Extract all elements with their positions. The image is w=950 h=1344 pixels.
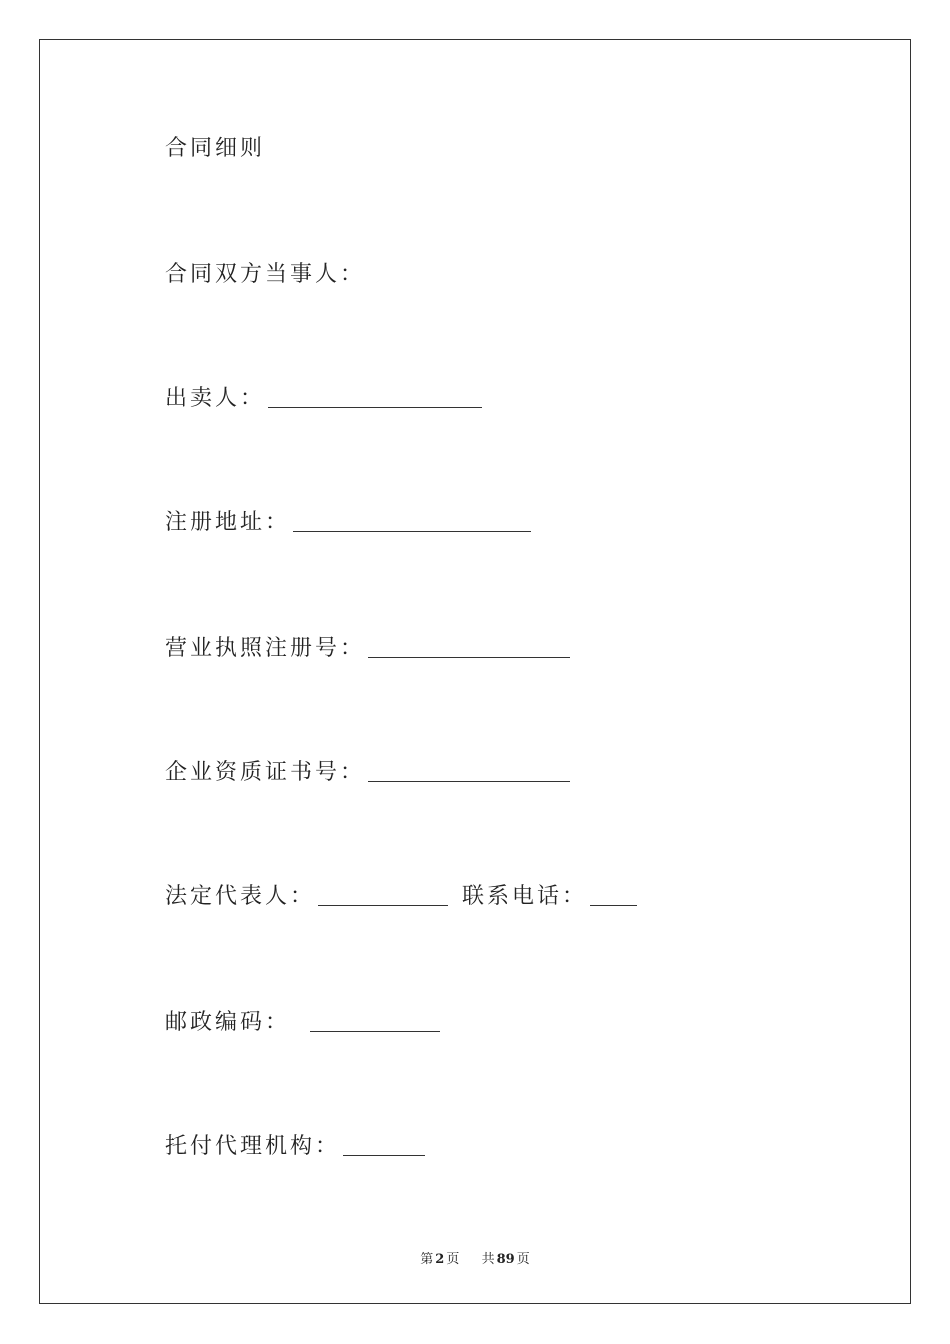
- document-title-text: 合同细则: [165, 136, 266, 161]
- parties-heading-text: 合同双方当事人：: [165, 262, 366, 287]
- address-label: 注册地址：: [165, 510, 291, 535]
- license-line: [165, 636, 570, 662]
- license-label: 营业执照注册号：: [165, 636, 366, 661]
- page-border: [39, 39, 911, 1304]
- phone-label: 联系电话：: [462, 884, 588, 909]
- total-prefix: 共: [481, 1252, 495, 1267]
- page-prefix: 第: [420, 1252, 434, 1267]
- page-suffix: 页: [446, 1252, 460, 1267]
- seller-line: [165, 386, 482, 412]
- agent-label: 托付代理机构：: [165, 1134, 341, 1159]
- address-blank[interactable]: [293, 513, 531, 532]
- postcode-label: 邮政编码：: [165, 1010, 291, 1035]
- license-blank[interactable]: [368, 639, 570, 658]
- legal-rep-blank[interactable]: [318, 887, 448, 906]
- page-number: 2: [435, 1252, 445, 1267]
- seller-label: 出卖人：: [165, 386, 266, 411]
- legal-rep-line: [165, 884, 637, 910]
- agent-line: [165, 1134, 425, 1160]
- agent-blank[interactable]: [343, 1137, 425, 1156]
- legal-rep-label: 法定代表人：: [165, 884, 316, 909]
- seller-blank[interactable]: [268, 389, 482, 408]
- qualification-label: 企业资质证书号：: [165, 760, 366, 785]
- document-title: [165, 136, 265, 162]
- total-suffix: 页: [516, 1252, 530, 1267]
- qualification-blank[interactable]: [368, 763, 570, 782]
- postcode-blank[interactable]: [310, 1013, 440, 1032]
- total-pages: 89: [496, 1252, 515, 1267]
- parties-heading: [165, 262, 365, 288]
- address-line: [165, 510, 531, 536]
- postcode-line: [165, 1010, 440, 1036]
- page-footer: [0, 1248, 950, 1267]
- phone-blank[interactable]: [590, 887, 637, 906]
- qualification-line: [165, 760, 570, 786]
